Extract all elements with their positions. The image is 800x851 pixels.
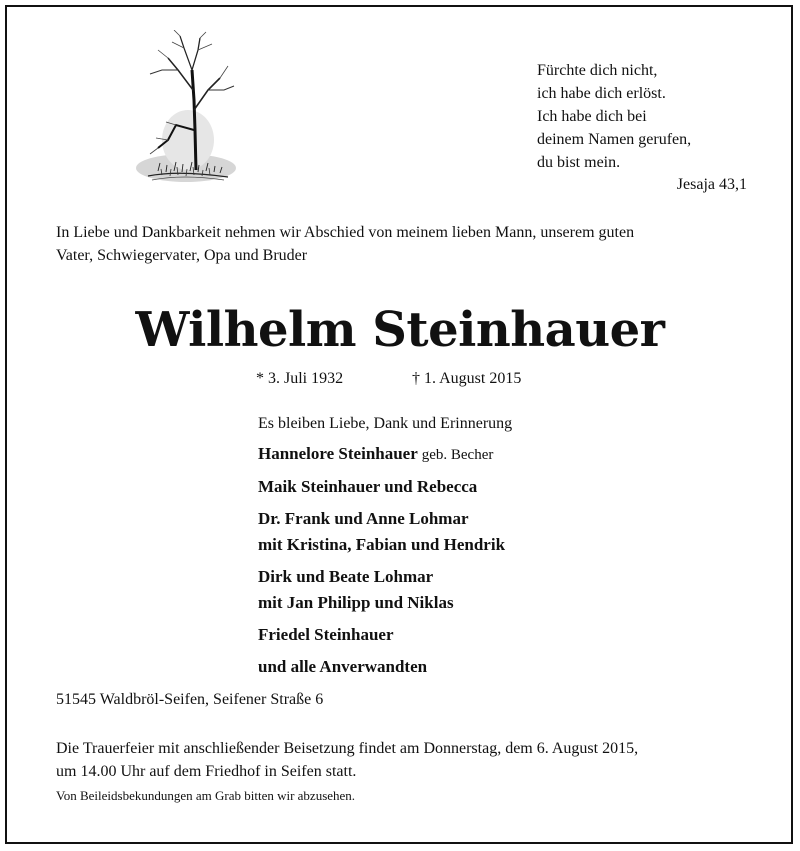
mourner-line: und alle Anverwandten — [258, 657, 428, 676]
mourners-list — [258, 413, 658, 686]
bible-verse — [537, 59, 747, 193]
verse-line: Ich habe dich bei — [537, 108, 647, 125]
mourner-line — [258, 441, 658, 468]
mourner-group — [258, 654, 658, 680]
mourner-line: Dirk und Beate Lohmar — [258, 567, 434, 586]
tree-illustration — [128, 30, 240, 190]
verse-line: du bist mein. — [537, 154, 621, 171]
mourner-line: mit Jan Philipp und Niklas — [258, 593, 454, 612]
mourner-group — [258, 564, 658, 616]
mourner-group — [258, 474, 658, 500]
birth-date: * 3. Juli 1932 — [256, 370, 344, 387]
verse-line: Fürchte dich nicht, — [537, 62, 658, 79]
mourner-line: Maik Steinhauer und Rebecca — [258, 477, 478, 496]
mourner-line: mit Kristina, Fabian und Hendrik — [258, 535, 506, 554]
ceremony-info — [56, 737, 776, 783]
ceremony-line: um 14.00 Uhr auf dem Friedhof in Seifen statt. — [56, 763, 357, 780]
mourners-intro: Es bleiben Liebe, Dank und Erinnerung — [258, 415, 513, 432]
death-date: † 1. August 2015 — [412, 370, 522, 387]
verse-line: ich habe dich erlöst. — [537, 85, 666, 102]
ceremony-line: Die Trauerfeier mit anschließender Beisetzung findet am Donnerstag, dem 6. August 2015, — [56, 740, 639, 757]
mourner-line: Dr. Frank und Anne Lohmar — [258, 509, 469, 528]
mourner-name: Hannelore Steinhauer — [258, 444, 418, 463]
family-address: 51545 Waldbröl-Seifen, Seifener Straße 6 — [56, 691, 324, 708]
deceased-name: Wilhelm Steinhauer — [135, 302, 665, 358]
verse-reference: Jesaja 43,1 — [676, 176, 747, 193]
condolence-note: Von Beileidsbekundungen am Grab bitten wir abzusehen. — [56, 788, 356, 803]
intro-line: In Liebe und Dankbarkeit nehmen wir Abschied von meinem lieben Mann, unserem guten — [56, 224, 635, 241]
mourner-line: Friedel Steinhauer — [258, 625, 394, 644]
intro-text — [56, 221, 756, 267]
mourner-group — [258, 441, 658, 468]
maiden-name: geb. Becher — [421, 447, 494, 463]
verse-line: deinem Namen gerufen, — [537, 131, 692, 148]
mourner-group — [258, 506, 658, 558]
intro-line: Vater, Schwiegervater, Opa und Bruder — [56, 247, 308, 264]
mourner-group — [258, 622, 658, 648]
